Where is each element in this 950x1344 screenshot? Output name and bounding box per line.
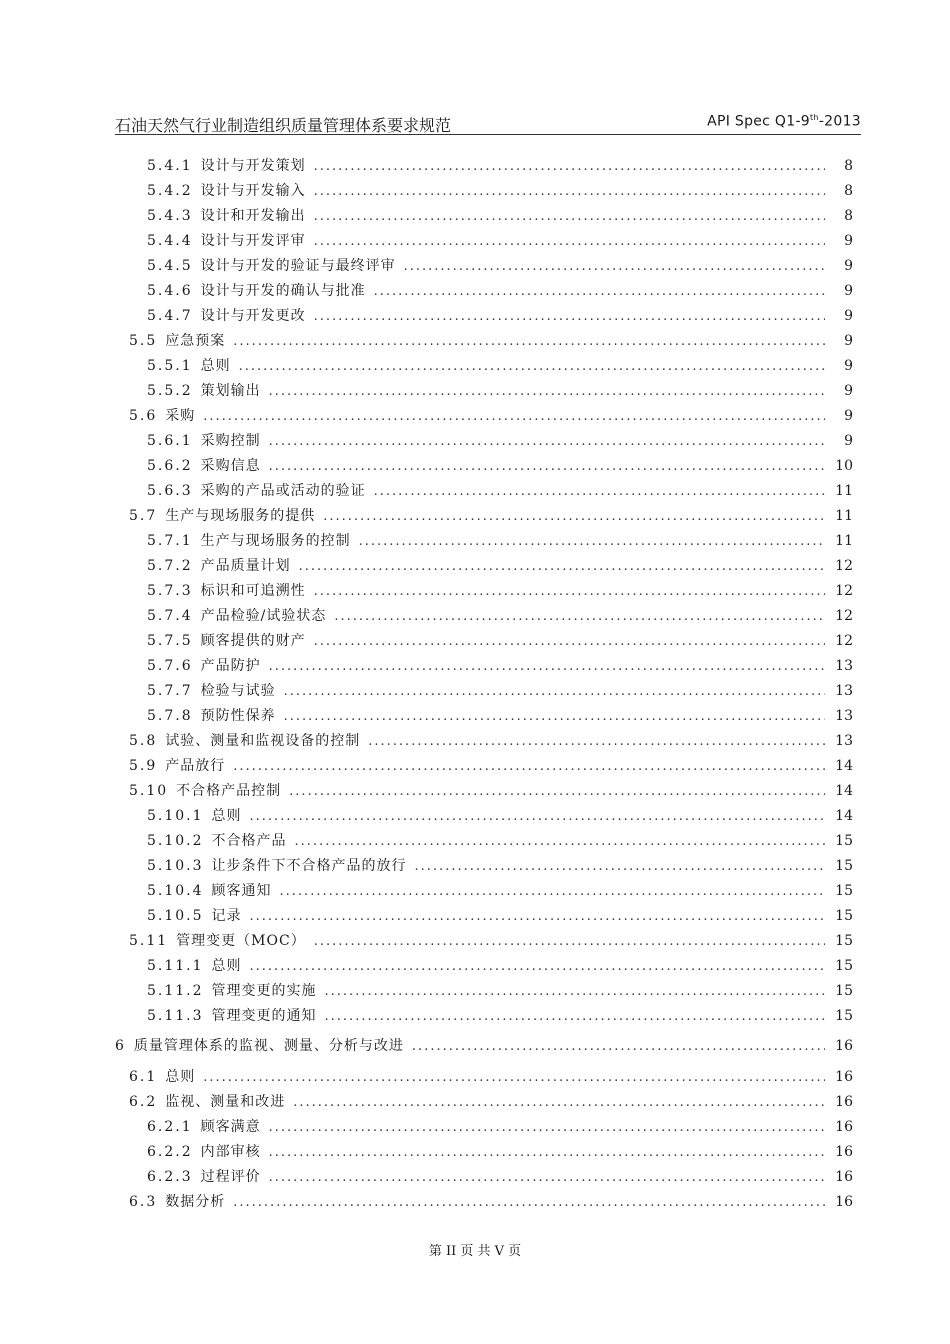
toc-entry-number: 5.10 (129, 783, 169, 799)
toc-entry-number: 6 (115, 1038, 126, 1054)
document-code (707, 113, 861, 130)
toc-entry[interactable] (115, 804, 853, 829)
toc-entry[interactable] (115, 629, 853, 654)
toc-entry-label: 管理变更的通知 (211, 1008, 317, 1024)
toc-entry[interactable] (115, 254, 853, 279)
toc-entry[interactable] (115, 929, 853, 954)
toc-entry-page: 15 (835, 958, 853, 974)
toc-entry[interactable] (115, 879, 853, 904)
toc-entry-page: 11 (835, 483, 853, 499)
page-footer: 第 II 页 共 V 页 (428, 1244, 522, 1259)
toc-entry[interactable] (115, 179, 853, 204)
toc-entry[interactable] (115, 729, 853, 754)
header-rule (115, 134, 861, 135)
toc-entry[interactable] (115, 1165, 853, 1190)
toc-leader-dots (203, 404, 825, 429)
toc-entry-page: 16 (835, 1094, 853, 1110)
toc-entry[interactable] (115, 204, 853, 229)
toc-entry[interactable] (115, 354, 853, 379)
toc-entry[interactable] (115, 279, 853, 304)
toc-leader-dots (374, 479, 825, 504)
toc-entry-number: 5.7.7 (147, 683, 193, 699)
toc-entry-page: 13 (835, 733, 853, 749)
document-code-prefix: API Spec Q1-9 (707, 113, 810, 130)
toc-entry-label: 顾客满意 (200, 1119, 261, 1135)
toc-entry-page: 12 (835, 608, 853, 624)
toc-leader-dots (314, 579, 825, 604)
toc-entry-number: 5.4.7 (147, 308, 193, 324)
toc-entry[interactable] (115, 554, 853, 579)
toc-entry-page: 8 (844, 158, 853, 174)
toc-leader-dots (412, 1034, 825, 1059)
toc-entry-label: 设计与开发的验证与最终评审 (200, 258, 396, 274)
toc-entry-page: 15 (835, 883, 853, 899)
toc-entry[interactable] (115, 429, 853, 454)
toc-entry-page: 10 (835, 458, 853, 474)
toc-entry-number: 5.6.3 (147, 483, 193, 499)
toc-entry-label: 试验、测量和监视设备的控制 (165, 733, 361, 749)
toc-entry-label: 检验与试验 (200, 683, 276, 699)
toc-leader-dots (269, 429, 825, 454)
toc-entry[interactable] (115, 704, 853, 729)
toc-leader-dots (299, 554, 825, 579)
toc-entry-page: 11 (835, 508, 853, 524)
toc-leader-dots (415, 854, 825, 879)
toc-entry-label: 数据分析 (165, 1194, 226, 1210)
toc-entry-page: 15 (835, 833, 853, 849)
toc-leader-dots (325, 979, 825, 1004)
toc-entry-label: 让步条件下不合格产品的放行 (211, 858, 407, 874)
toc-entry-number: 5.10.4 (147, 883, 204, 899)
toc-leader-dots (314, 204, 825, 229)
toc-entry[interactable] (115, 379, 853, 404)
toc-entry[interactable] (115, 1065, 853, 1090)
toc-leader-dots (404, 254, 825, 279)
toc-entry-label: 产品检验/试验状态 (200, 608, 327, 624)
toc-entry-label: 生产与现场服务的提供 (165, 508, 316, 524)
toc-entry-label: 总则 (211, 958, 242, 974)
toc-leader-dots (293, 1090, 825, 1115)
toc-entry-page: 9 (844, 283, 853, 299)
toc-entry-number: 5.8 (129, 733, 158, 749)
toc-entry[interactable] (115, 679, 853, 704)
toc-entry-label: 预防性保养 (200, 708, 276, 724)
toc-entry-page: 9 (844, 358, 853, 374)
toc-entry-page: 9 (844, 433, 853, 449)
toc-leader-dots (203, 1065, 825, 1090)
toc-entry-label: 采购控制 (200, 433, 261, 449)
toc-entry-number: 5.6 (129, 408, 158, 424)
toc-entry[interactable] (115, 529, 853, 554)
toc-entry-label: 不合格产品 (211, 833, 287, 849)
toc-leader-dots (269, 379, 825, 404)
toc-entry-number: 5.4.2 (147, 183, 193, 199)
toc-entry-number: 6.2 (129, 1094, 158, 1110)
toc-leader-dots (314, 229, 825, 254)
toc-entry-label: 设计与开发策划 (200, 158, 306, 174)
toc-entry[interactable] (115, 1090, 853, 1115)
toc-entry-number: 5.7.2 (147, 558, 193, 574)
toc-entry-label: 总则 (211, 808, 242, 824)
toc-entry-number: 6.2.3 (147, 1169, 193, 1185)
toc-leader-dots (233, 754, 825, 779)
toc-entry-page: 13 (835, 658, 853, 674)
toc-entry[interactable] (115, 954, 853, 979)
toc-entry-label: 采购 (165, 408, 196, 424)
toc-entry-number: 5.10.1 (147, 808, 204, 824)
toc-entry-page: 12 (835, 583, 853, 599)
toc-leader-dots (368, 729, 825, 754)
toc-entry-label: 设计与开发的确认与批准 (200, 283, 366, 299)
toc-entry-number: 5.7.5 (147, 633, 193, 649)
document-code-sup: th (810, 113, 819, 122)
toc-entry-label: 设计和开发输出 (200, 208, 306, 224)
toc-entry-page: 14 (835, 758, 853, 774)
toc-entry[interactable] (115, 1004, 853, 1029)
toc-entry-page: 8 (844, 183, 853, 199)
toc-entry-number: 5.7.6 (147, 658, 193, 674)
toc-leader-dots (250, 804, 825, 829)
toc-entry[interactable] (115, 154, 853, 179)
toc-entry-label: 设计与开发输入 (200, 183, 306, 199)
toc-entry[interactable] (115, 779, 853, 804)
toc-entry-label: 生产与现场服务的控制 (200, 533, 351, 549)
toc-entry[interactable] (115, 229, 853, 254)
toc-entry-number: 5.10.3 (147, 858, 204, 874)
toc-leader-dots (314, 304, 825, 329)
toc-leader-dots (323, 504, 825, 529)
toc-entry-label: 顾客提供的财产 (200, 633, 306, 649)
toc-entry-label: 采购的产品或活动的验证 (200, 483, 366, 499)
toc-entry-page: 9 (844, 408, 853, 424)
toc-entry-page: 16 (835, 1169, 853, 1185)
toc-entry-page: 9 (844, 233, 853, 249)
toc-entry-number: 5.9 (129, 758, 158, 774)
toc-entry-number: 5.4.5 (147, 258, 193, 274)
toc-entry-label: 总则 (165, 1069, 196, 1085)
toc-entry-number: 5.11.3 (147, 1008, 204, 1024)
toc-entry-number: 5.11.2 (147, 983, 204, 999)
toc-entry-page: 12 (835, 633, 853, 649)
toc-entry-number: 6.2.2 (147, 1144, 193, 1160)
toc-entry-number: 6.3 (129, 1194, 158, 1210)
toc-entry-number: 5.4.4 (147, 233, 193, 249)
toc-entry[interactable] (115, 1140, 853, 1165)
toc-entry-number: 5.4.6 (147, 283, 193, 299)
toc-leader-dots (314, 929, 825, 954)
toc-entry-number: 5.5.2 (147, 383, 193, 399)
toc-entry[interactable] (115, 454, 853, 479)
toc-entry-page: 15 (835, 1008, 853, 1024)
toc-leader-dots (280, 879, 825, 904)
toc-leader-dots (233, 1190, 825, 1215)
toc-entry-page: 16 (835, 1119, 853, 1135)
toc-entry-number: 5.7.8 (147, 708, 193, 724)
toc-leader-dots (239, 354, 825, 379)
toc-entry-number: 5.4.1 (147, 158, 193, 174)
toc-entry-number: 5.7.3 (147, 583, 193, 599)
toc-entry-label: 管理变更（MOC） (176, 933, 306, 949)
toc-entry-label: 质量管理体系的监视、测量、分析与改进 (133, 1038, 404, 1054)
toc-entry-label: 策划输出 (200, 383, 261, 399)
toc-entry-number: 5.7.4 (147, 608, 193, 624)
toc-leader-dots (314, 629, 825, 654)
toc-entry-page: 16 (835, 1194, 853, 1210)
toc-entry-label: 设计与开发评审 (200, 233, 306, 249)
toc-entry-number: 5.6.2 (147, 458, 193, 474)
toc-leader-dots (269, 1165, 825, 1190)
toc-entry-label: 过程评价 (200, 1169, 261, 1185)
table-of-contents (115, 154, 853, 1215)
toc-entry-label: 总则 (200, 358, 231, 374)
toc-entry-label: 产品质量计划 (200, 558, 291, 574)
toc-entry-label: 监视、测量和改进 (165, 1094, 286, 1110)
toc-entry-number: 5.5.1 (147, 358, 193, 374)
toc-leader-dots (295, 829, 825, 854)
toc-entry-number: 5.7.1 (147, 533, 193, 549)
document-code-suffix: -2013 (818, 113, 861, 130)
toc-entry[interactable] (115, 504, 853, 529)
toc-entry[interactable] (115, 329, 853, 354)
toc-entry-number: 5.6.1 (147, 433, 193, 449)
toc-leader-dots (269, 1115, 825, 1140)
toc-leader-dots (314, 154, 825, 179)
toc-entry[interactable] (115, 1190, 853, 1215)
toc-entry-label: 产品放行 (165, 758, 226, 774)
toc-entry-label: 应急预案 (165, 333, 226, 349)
toc-entry[interactable] (115, 754, 853, 779)
toc-entry-label: 不合格产品控制 (176, 783, 282, 799)
toc-leader-dots (284, 704, 825, 729)
toc-entry-number: 6.2.1 (147, 1119, 193, 1135)
toc-entry-page: 15 (835, 983, 853, 999)
toc-entry[interactable] (115, 854, 853, 879)
toc-leader-dots (334, 604, 825, 629)
toc-entry[interactable] (115, 479, 853, 504)
toc-entry-page: 15 (835, 858, 853, 874)
toc-entry-label: 标识和可追溯性 (200, 583, 306, 599)
toc-entry-page: 9 (844, 383, 853, 399)
toc-entry[interactable] (115, 579, 853, 604)
toc-entry-number: 5.10.2 (147, 833, 204, 849)
toc-leader-dots (325, 1004, 825, 1029)
toc-leader-dots (289, 779, 825, 804)
toc-entry-number: 5.7 (129, 508, 158, 524)
toc-leader-dots (269, 454, 825, 479)
toc-entry[interactable] (115, 979, 853, 1004)
toc-entry-label: 内部审核 (200, 1144, 261, 1160)
toc-entry-number: 6.1 (129, 1069, 158, 1085)
toc-entry-page: 15 (835, 933, 853, 949)
toc-entry-label: 顾客通知 (211, 883, 272, 899)
toc-leader-dots (374, 279, 825, 304)
toc-entry-page: 11 (835, 533, 853, 549)
toc-leader-dots (250, 954, 825, 979)
toc-entry-page: 16 (835, 1069, 853, 1085)
toc-entry-number: 5.4.3 (147, 208, 193, 224)
toc-entry-label: 产品防护 (200, 658, 261, 674)
toc-entry-label: 记录 (211, 908, 242, 924)
toc-entry[interactable] (115, 404, 853, 429)
toc-entry-page: 14 (835, 783, 853, 799)
toc-entry-page: 13 (835, 708, 853, 724)
toc-leader-dots (269, 1140, 825, 1165)
toc-entry-page: 9 (844, 258, 853, 274)
toc-entry[interactable] (115, 829, 853, 854)
toc-entry-page: 12 (835, 558, 853, 574)
toc-entry-page: 16 (835, 1038, 853, 1054)
toc-entry[interactable] (115, 1034, 853, 1059)
toc-entry-page: 16 (835, 1144, 853, 1160)
toc-leader-dots (359, 529, 825, 554)
toc-entry-number: 5.5 (129, 333, 158, 349)
toc-entry-number: 5.11 (129, 933, 169, 949)
toc-entry-label: 管理变更的实施 (211, 983, 317, 999)
toc-leader-dots (233, 329, 825, 354)
toc-entry-page: 15 (835, 908, 853, 924)
toc-leader-dots (269, 654, 825, 679)
toc-entry-label: 设计与开发更改 (200, 308, 306, 324)
toc-entry-page: 8 (844, 208, 853, 224)
toc-entry[interactable] (115, 304, 853, 329)
toc-entry-label: 采购信息 (200, 458, 261, 474)
toc-leader-dots (250, 904, 825, 929)
toc-entry[interactable] (115, 904, 853, 929)
toc-entry-number: 5.11.1 (147, 958, 204, 974)
toc-entry-number: 5.10.5 (147, 908, 204, 924)
toc-entry[interactable] (115, 604, 853, 629)
toc-entry-page: 13 (835, 683, 853, 699)
toc-entry[interactable] (115, 654, 853, 679)
toc-entry-page: 9 (844, 308, 853, 324)
toc-leader-dots (314, 179, 825, 204)
document-title: 石油天然气行业制造组织质量管理体系要求规范 (115, 116, 452, 135)
toc-entry-page: 9 (844, 333, 853, 349)
toc-entry[interactable] (115, 1115, 853, 1140)
toc-leader-dots (284, 679, 825, 704)
toc-entry-page: 14 (835, 808, 853, 824)
